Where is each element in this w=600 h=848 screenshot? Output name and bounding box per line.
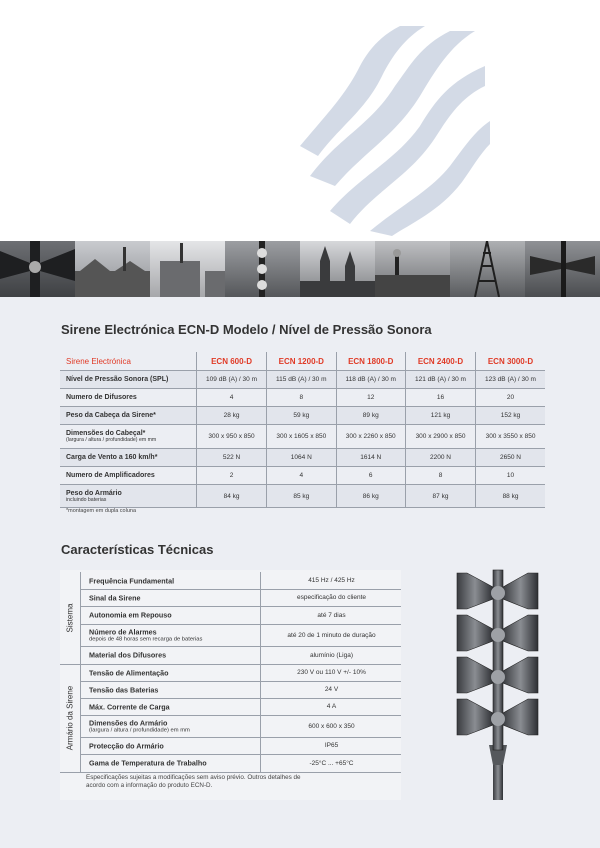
spec-label: Material dos Difusores <box>89 650 167 660</box>
cell-value: 118 dB (A) / 30 m <box>336 371 405 389</box>
table-row <box>60 449 545 467</box>
group-label: Sistema <box>65 603 75 633</box>
cell-value: 87 kg <box>405 485 475 508</box>
photo-landscape <box>375 241 450 297</box>
photo-building <box>150 241 225 297</box>
cell-value: 2200 N <box>405 449 475 467</box>
cell-value: 121 dB (A) / 30 m <box>405 371 475 389</box>
cell-value: 89 kg <box>336 407 405 425</box>
table-row <box>60 467 545 485</box>
spec-label: Protecção do Armário <box>89 741 164 750</box>
cell-value: 10 <box>476 467 545 485</box>
row-label <box>60 425 197 449</box>
spec-row <box>80 589 401 607</box>
section-title-models: Sirene Electrónica ECN-D Modelo / Nível de Pressão Sonora <box>61 322 432 337</box>
header-model: ECN 1800-D <box>336 352 405 371</box>
spec-value: 415 Hz / 425 Hz <box>260 572 402 589</box>
cell-value: 4 <box>197 389 267 407</box>
cell-value: 85 kg <box>267 485 336 508</box>
header-model: ECN 600-D <box>197 352 267 371</box>
cell-value: 8 <box>405 467 475 485</box>
spec-value: até 7 dias <box>260 606 402 624</box>
spec-label: Tensão de Alimentação <box>89 668 169 677</box>
table-header-row <box>60 352 545 371</box>
cell-value: 8 <box>267 389 336 407</box>
spec-label: Autonomia em Repouso <box>89 610 172 620</box>
cell-value: 123 dB (A) / 30 m <box>476 371 545 389</box>
spec-row <box>80 681 401 699</box>
row-label-main: Dimensões do Cabeçal* <box>66 430 146 437</box>
cell-value: 121 kg <box>405 407 475 425</box>
row-label: Numero de Difusores <box>60 389 197 407</box>
photo-tower <box>450 241 525 297</box>
spec-row <box>80 698 401 716</box>
cell-value: 115 dB (A) / 30 m <box>267 371 336 389</box>
spec-row <box>80 737 401 755</box>
specs-footnote: Especificações sujeitas a modificações sem aviso prévio. Outros detalhes de acordo com a informação do produto ECN-D. <box>86 774 301 789</box>
group-sistema <box>60 572 81 665</box>
cell-value: 4 <box>267 467 336 485</box>
row-label-sub: (largura / altura / profundidade) em mm <box>66 437 157 443</box>
cell-value: 109 dB (A) / 30 m <box>197 371 267 389</box>
photo-siren-pole <box>225 241 300 297</box>
models-table <box>60 352 545 508</box>
spec-row <box>80 646 401 665</box>
wave-logo <box>300 26 490 236</box>
siren-product-image <box>455 565 540 800</box>
row-label-main: Peso do Armário <box>66 489 122 497</box>
cell-value: 86 kg <box>336 485 405 508</box>
table-row <box>60 425 545 449</box>
cell-value: 300 x 2900 x 850 <box>405 425 475 449</box>
cell-value: 1064 N <box>267 449 336 467</box>
table-row <box>60 371 545 389</box>
cell-value: 12 <box>336 389 405 407</box>
cell-value: 2 <box>197 467 267 485</box>
row-label: Carga de Vento a 160 km/h* <box>60 449 197 467</box>
row-label-sub: incluindo baterias <box>66 496 107 503</box>
cell-value: 152 kg <box>476 407 545 425</box>
spec-label-sub: (largura / altura / profundidade) em mm <box>89 727 190 734</box>
spec-value: 24 V <box>260 681 402 698</box>
spec-row <box>80 664 401 682</box>
header-model: ECN 3000-D <box>476 352 545 371</box>
cell-value: 300 x 950 x 850 <box>197 425 267 449</box>
spec-label <box>89 628 202 643</box>
photo-strip <box>0 241 600 297</box>
spec-value: alumínio (Liga) <box>260 646 402 664</box>
photo-siren-closeup <box>0 241 75 297</box>
spec-value: -25°C ... +65°C <box>260 754 402 772</box>
cell-value: 2650 N <box>476 449 545 467</box>
spec-value: 600 x 600 x 350 <box>260 715 402 737</box>
photo-rooftops <box>75 241 150 297</box>
row-label: Numero de Amplificadores <box>60 467 197 485</box>
group-armario <box>60 664 81 773</box>
spec-value: especificação do cliente <box>260 589 402 606</box>
row-label <box>60 485 197 508</box>
spec-label-main: Dimensões do Armário <box>89 718 168 728</box>
cell-value: 28 kg <box>197 407 267 425</box>
spec-row <box>80 572 401 590</box>
spec-label: Sinal da Sirene <box>89 593 141 602</box>
spec-label: Gama de Temperatura de Trabalho <box>89 758 207 768</box>
spec-row <box>80 624 401 647</box>
spec-row <box>80 715 401 738</box>
table-row <box>60 407 545 425</box>
spec-value: IP65 <box>260 737 402 754</box>
spec-row <box>80 754 401 773</box>
cell-value: 300 x 2260 x 850 <box>336 425 405 449</box>
cell-value: 16 <box>405 389 475 407</box>
spec-label: Máx. Corrente de Carga <box>89 702 170 711</box>
photo-siren-horns <box>525 241 600 297</box>
spec-label: Tensão das Baterias <box>89 685 159 694</box>
section-title-specs: Características Técnicas <box>61 542 214 557</box>
cell-value: 88 kg <box>476 485 545 508</box>
header-label: Sirene Electrónica <box>60 352 197 371</box>
spec-label-sub: depois de 48 horas sem recarga de baterias <box>89 636 203 643</box>
group-label: Armário da Sirene <box>65 685 75 751</box>
spec-value: 230 V ou 110 V +/- 10% <box>260 664 402 681</box>
spec-label-main: Número de Alarmes <box>89 627 157 637</box>
cell-value: 300 x 1605 x 850 <box>267 425 336 449</box>
spec-label: Frequência Fundamental <box>89 576 175 585</box>
cell-value: 522 N <box>197 449 267 467</box>
cell-value: 84 kg <box>197 485 267 508</box>
cell-value: 20 <box>476 389 545 407</box>
cell-value: 1614 N <box>336 449 405 467</box>
photo-church-towers <box>300 241 375 297</box>
cell-value: 300 x 3550 x 850 <box>476 425 545 449</box>
table-row <box>60 389 545 407</box>
header-model: ECN 2400-D <box>405 352 475 371</box>
spec-row <box>80 606 401 625</box>
header-model: ECN 1200-D <box>267 352 336 371</box>
cell-value: 59 kg <box>267 407 336 425</box>
spec-label <box>89 719 190 734</box>
table-row <box>60 485 545 508</box>
table-footnote: *montagem em dupla coluna <box>66 508 137 514</box>
row-label: Peso da Cabeça da Sirene* <box>60 407 197 425</box>
row-label: Nível de Pressão Sonora (SPL) <box>60 371 197 389</box>
spec-value: 4 A <box>260 698 402 715</box>
spec-value: até 20 de 1 minuto de duração <box>260 624 402 646</box>
cell-value: 6 <box>336 467 405 485</box>
